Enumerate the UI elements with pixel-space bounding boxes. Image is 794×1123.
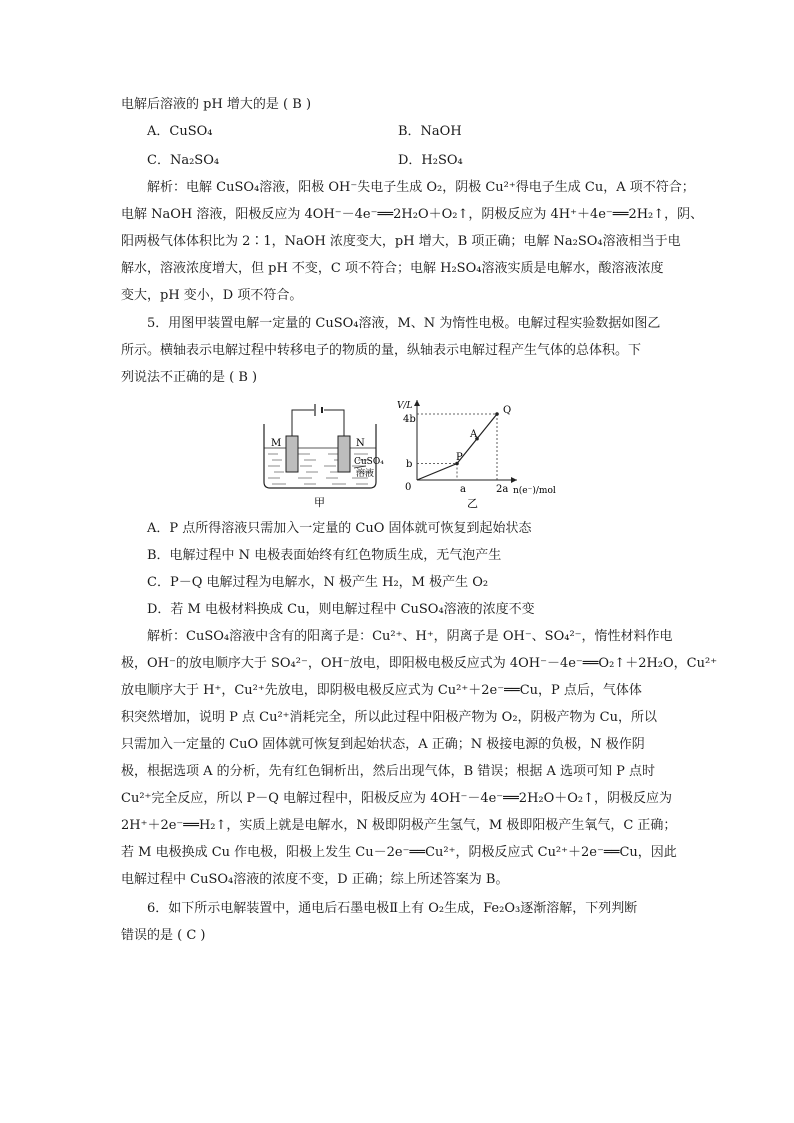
q5-analysis-line: 极，根据选项 A 的分析，先有红色铜析出，然后出现气体，B 错误；根据 A 选项可知 P 点时	[121, 764, 656, 779]
chart-series	[417, 414, 497, 480]
x-tick-2a: 2a	[496, 484, 509, 495]
series-line	[417, 414, 497, 480]
q5-stem-line: 5．用图甲装置电解一定量的 CuSO₄溶液，M、N 为惰性电极。电解过程实验数据如图乙	[147, 316, 661, 331]
q5-option-c: C．P－Q 电解过程为电解水，N 极产生 H₂，M 极产生 O₂	[147, 575, 489, 590]
x-axis-label: n(e⁻)/mol	[513, 486, 556, 496]
q5-analysis-line: 极，OH⁻的放电顺序大于 SO₄²⁻，OH⁻放电，即阳极电极反应式为 4OH⁻－4e⁻══O₂↑＋2H₂O，Cu²⁺	[121, 656, 718, 671]
q5-option-a: A．P 点所得溶液只需加入一定量的 CuO 固体就可恢复到起始状态	[147, 521, 532, 536]
y-axis-arrow	[414, 400, 420, 406]
y-tick-4b: 4b	[403, 414, 416, 425]
data-point-q	[495, 412, 499, 416]
q4-analysis-line: 解水，溶液浓度增大，但 pH 不变，C 项不符合；电解 H₂SO₄溶液实质是电解水，酸溶液浓度	[121, 261, 664, 276]
q5-option-b: B．电解过程中 N 电极表面始终有红色物质生成，无气泡产生	[147, 548, 502, 563]
q5-analysis-line: 若 M 电极换成 Cu 作电极，阳极上发生 Cu－2e⁻══Cu²⁺，阴极反应式 Cu²⁺＋2e⁻══Cu，因此	[121, 845, 677, 860]
y-axis-label: V/L	[397, 401, 413, 411]
figure-yi-caption: 乙	[467, 497, 478, 510]
figure-yi-chart	[395, 394, 570, 514]
q4-analysis-line: 解析：电解 CuSO₄溶液，阳极 OH⁻失电子生成 O₂，阴极 Cu²⁺得电子生成 Cu，A 项不符合；	[147, 180, 695, 195]
q6-stem-line: 错误的是 ( C )	[121, 928, 206, 943]
q4-option-a: A．CuSO₄	[147, 124, 213, 139]
q5-stem-line: 所示。横轴表示电解过程中转移电子的物质的量，纵轴表示电解过程产生气体的总体积。下	[121, 343, 642, 358]
q4-option-d: D．H₂SO₄	[398, 153, 463, 168]
q4-analysis-line: 电解 NaOH 溶液，阳极反应为 4OH⁻－4e⁻══2H₂O＋O₂↑，阴极反应为 4H⁺＋4e⁻══2H₂↑，阴、	[121, 207, 704, 222]
chart-guides	[417, 414, 497, 480]
q5-option-d: D．若 M 电极材料换成 Cu，则电解过程中 CuSO₄溶液的浓度不变	[147, 602, 535, 617]
q6-stem-line: 6．如下所示电解装置中，通电后石墨电极Ⅱ上有 O₂生成，Fe₂O₃逐渐溶解，下列判断	[147, 901, 638, 916]
q5-stem-line: 列说法不正确的是 ( B )	[121, 370, 258, 385]
solution-label-2: 溶液	[356, 469, 375, 479]
label-m: M	[271, 438, 282, 449]
q5-analysis-line: 电解过程中 CuSO₄溶液的浓度不变，D 正确；综上所述答案为 B。	[121, 872, 509, 887]
figure-jia-apparatus	[258, 396, 388, 512]
electrode-n	[338, 436, 350, 472]
q5-analysis-line: 2H⁺＋2e⁻══H₂↑，实质上就是电解水，N 极即阴极产生氢气，M 极即阳极产生氧气，C 正确；	[121, 818, 677, 833]
solution-label: CuSO₄	[354, 457, 384, 467]
q5-analysis-line: 只需加入一定量的 CuO 固体就可恢复到起始状态，A 正确；N 极接电源的负极，N 极作阴	[121, 737, 645, 752]
point-label-a: A	[470, 429, 478, 440]
figure-jia-caption: 甲	[314, 496, 325, 509]
q5-analysis-line: 放电顺序大于 H⁺，Cu²⁺先放电，即阴极电极反应式为 Cu²⁺＋2e⁻══Cu，P 点后，气体体	[121, 683, 642, 698]
point-label-p: P	[456, 452, 463, 463]
label-n: N	[356, 438, 365, 449]
x-axis-arrow	[511, 477, 517, 483]
q4-stem: 电解后溶液的 pH 增大的是 ( B )	[121, 97, 312, 112]
q4-option-b: B．NaOH	[398, 124, 462, 139]
q4-analysis-line: 阳两极气体体积比为 2∶1，NaOH 浓度变大，pH 增大，B 项正确；电解 Na₂SO₄溶液相当于电	[121, 234, 681, 249]
origin-label: 0	[405, 482, 412, 493]
q5-analysis-line: 积突然增加，说明 P 点 Cu²⁺消耗完全，所以此过程中阳极产物为 O₂，阴极产物为 Cu，所以	[121, 710, 657, 725]
x-tick-a: a	[460, 484, 466, 495]
q4-analysis-line: 变大，pH 变小，D 项不符合。	[121, 288, 303, 303]
q5-analysis-line: 解析：CuSO₄溶液中含有的阳离子是：Cu²⁺、H⁺，阴离子是 OH⁻、SO₄²⁻，惰性材料作电	[147, 629, 673, 644]
wire-right	[324, 410, 344, 436]
q5-analysis-line: Cu²⁺完全反应，所以 P－Q 电解过程中，阳极反应为 4OH⁻－4e⁻══2H₂O＋O₂↑，阴极反应为	[121, 791, 673, 806]
q4-option-c: C．Na₂SO₄	[147, 153, 220, 168]
electrode-m	[286, 436, 298, 472]
point-label-q: Q	[503, 405, 512, 416]
y-tick-b: b	[406, 459, 413, 470]
